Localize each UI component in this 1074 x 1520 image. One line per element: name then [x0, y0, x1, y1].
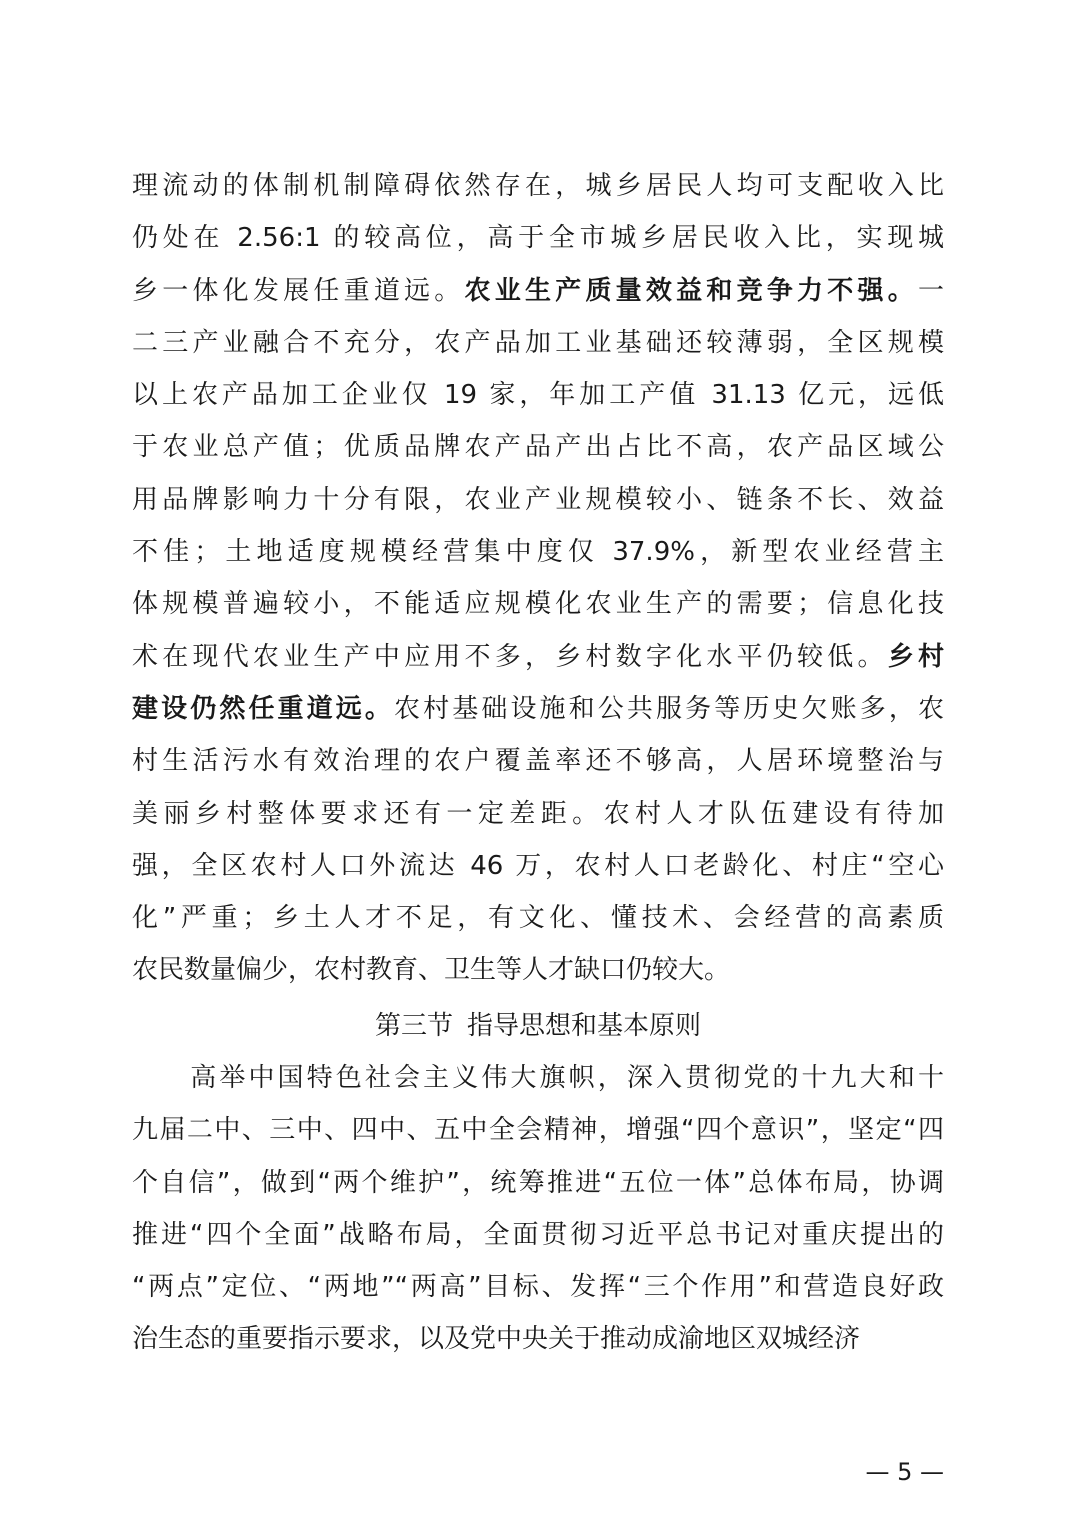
- text-run: 一: [917, 275, 944, 306]
- text-line: 化”严重；乡土人才不足，有文化、懂技术、会经营的高素质: [132, 903, 944, 934]
- text-line: [132, 631, 944, 683]
- section-heading: [132, 1000, 944, 1052]
- text-line: 强，全区农村人口外流达 46 万，农村人口老龄化、村庄“空心: [132, 850, 944, 881]
- section-number: 第三节: [374, 1011, 453, 1041]
- paragraph-problems: [132, 160, 944, 997]
- text-line: 高举中国特色社会主义伟大旗帜，深入贯彻党的十九大和十: [132, 1063, 944, 1093]
- text-line: 九届二中、三中、四中、五中全会精神，增强“四个意识”，坚定“四: [132, 1115, 944, 1146]
- text-line: 仍处在 2.56:1 的较高位，高于全市城乡居民收入比，实现城: [132, 223, 944, 254]
- text-line: 体规模普遍较小，不能适应规模化农业生产的需要；信息化技: [132, 589, 944, 620]
- bold-emphasis: 建设仍然任重道远。: [132, 693, 394, 724]
- text-line: 村生活污水有效治理的农户覆盖率还不够高，人居环境整治与: [132, 746, 944, 777]
- bold-emphasis: 农业生产质量效益和竞争力不强。: [464, 275, 918, 306]
- paragraph-guiding-ideology: [132, 1052, 944, 1366]
- bold-emphasis: 乡村: [887, 641, 944, 672]
- text-run: 术在现代农业生产中应用不多，乡村数字化水平仍较低。: [132, 641, 888, 672]
- text-line: 农民数量偏少，农村教育、卫生等人才缺口仍较大。: [132, 955, 731, 986]
- text-line: 推进“四个全面”战略布局，全面贯彻习近平总书记对重庆提出的: [132, 1219, 944, 1250]
- page-number: — 5 —: [865, 1458, 944, 1486]
- text-line: [132, 265, 944, 317]
- text-line: 不佳；土地适度规模经营集中度仅 37.9%，新型农业经营主: [132, 537, 944, 568]
- text-line: 治生态的重要指示要求，以及党中央关于推动成渝地区双城经济: [132, 1324, 861, 1355]
- text-line: 理流动的体制机制障碍依然存在，城乡居民人均可支配收入比: [132, 171, 944, 201]
- text-line: 用品牌影响力十分有限，农业产业规模较小、链条不长、效益: [132, 484, 944, 515]
- section-title: 指导思想和基本原则: [467, 1011, 702, 1041]
- text-line: 以上农产品加工企业仅 19 家，年加工产值 31.13 亿元，远低: [132, 380, 944, 411]
- text-line: 个自信”，做到“两个维护”，统筹推进“五位一体”总体布局，协调: [132, 1167, 944, 1198]
- text-line: [132, 683, 944, 735]
- text-run: 乡一体化发展任重道远。: [132, 275, 465, 306]
- text-line: 于农业总产值；优质品牌农产品产出占比不高，农产品区域公: [132, 432, 944, 463]
- text-line: 美丽乡村整体要求还有一定差距。农村人才队伍建设有待加: [132, 798, 944, 829]
- text-line: “两点”定位、“两地”“两高”目标、发挥“三个作用”和营造良好政: [132, 1272, 944, 1303]
- text-line: 二三产业融合不充分，农产品加工业基础还较薄弱，全区规模: [132, 327, 944, 358]
- text-run: 农村基础设施和公共服务等历史欠账多，农: [394, 693, 944, 724]
